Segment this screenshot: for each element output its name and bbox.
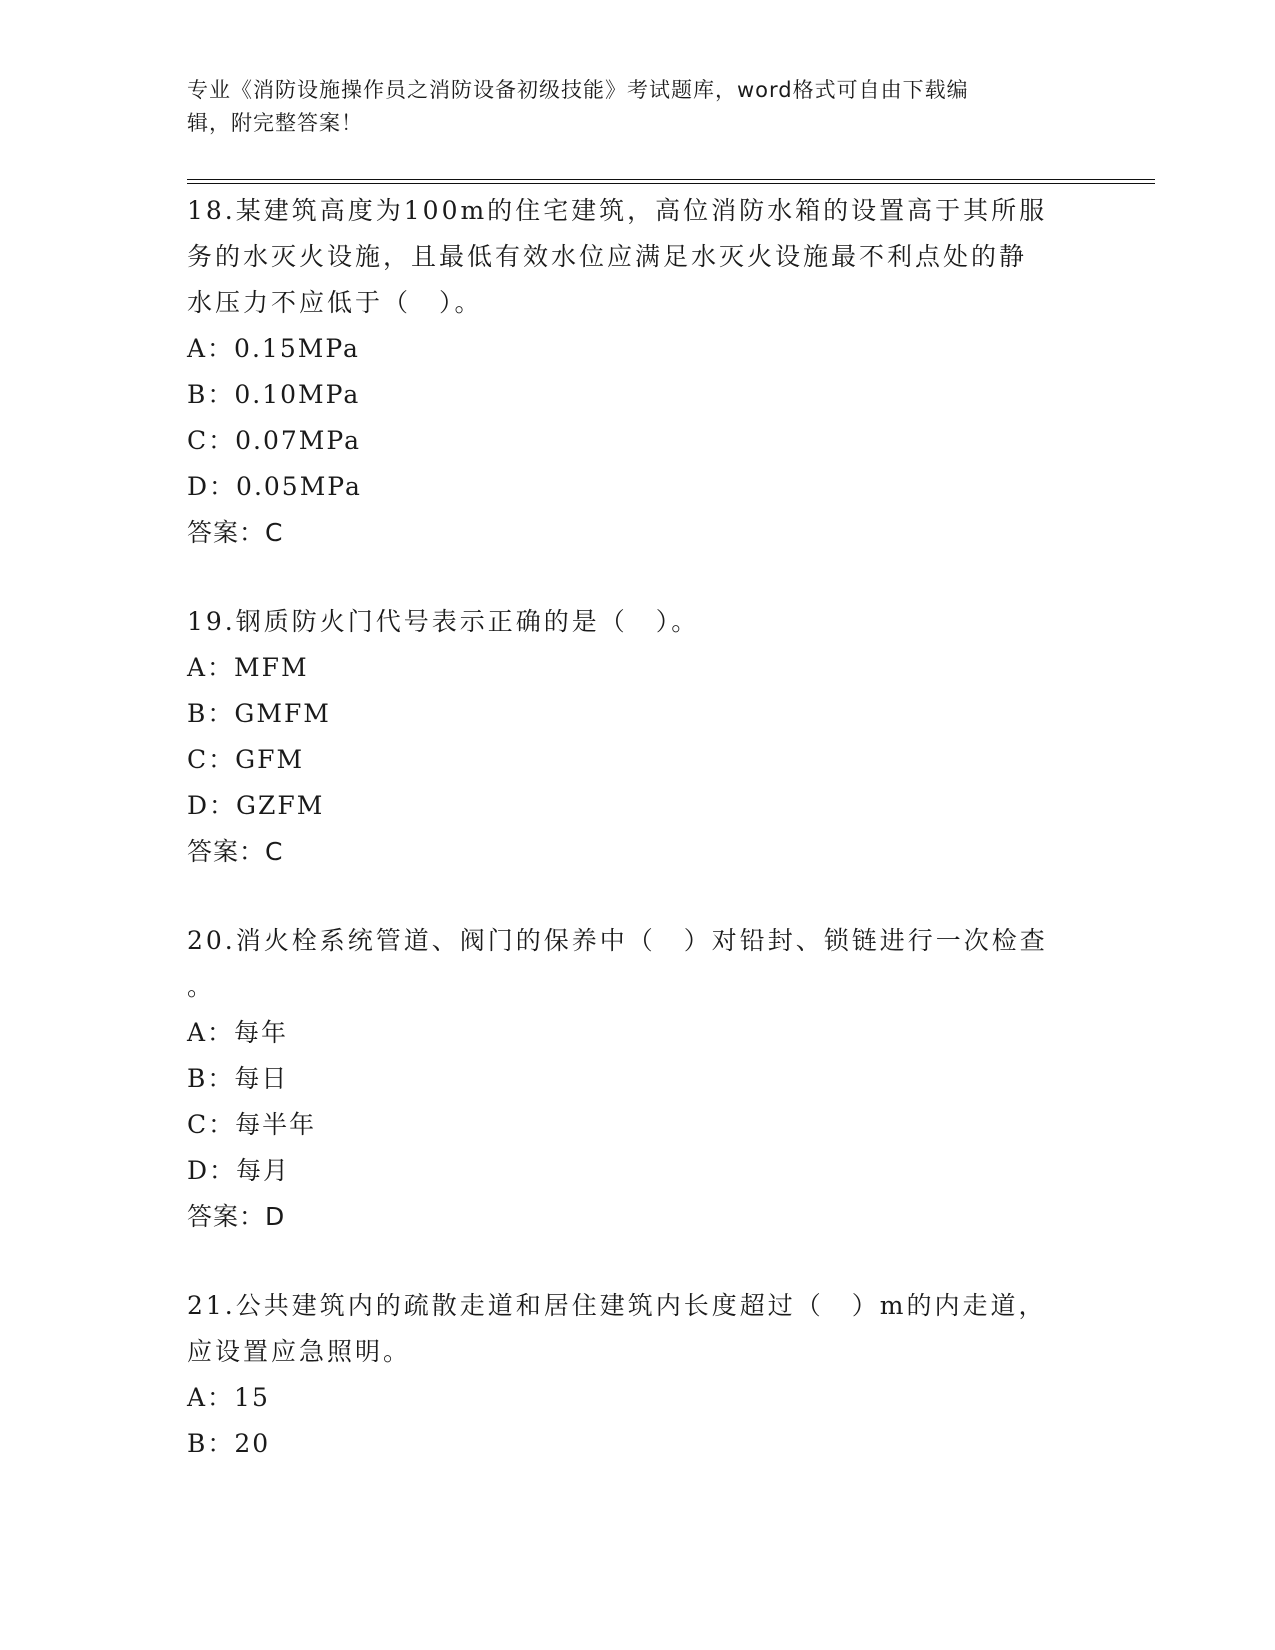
option-d: D：0.05MPa xyxy=(187,472,362,501)
option-a: A：0.15MPa xyxy=(187,334,360,363)
question-stem-line: 应设置应急照明。 xyxy=(187,1337,412,1366)
answer: 答案：C xyxy=(187,518,284,547)
question-stem-line: 21.公共建筑内的疏散走道和居住建筑内长度超过（ ）m的内走道， xyxy=(187,1291,1047,1320)
answer: 答案：C xyxy=(187,837,284,866)
option-a: A：每年 xyxy=(187,1018,289,1047)
question-stem-line: 水压力不应低于（ ）。 xyxy=(187,288,483,317)
header-line-1: 专业《消防设施操作员之消防设备初级技能》考试题库，word格式可自由下载编 xyxy=(187,78,969,102)
option-b: B：GMFM xyxy=(187,699,331,728)
document-header xyxy=(187,74,1067,140)
header-divider-top xyxy=(187,179,1155,180)
question-20 xyxy=(187,918,1067,1240)
question-19 xyxy=(187,599,1067,875)
option-a: A：15 xyxy=(187,1383,270,1412)
question-21 xyxy=(187,1283,1067,1467)
question-stem-line: 。 xyxy=(187,972,216,1001)
question-stem-line: 18.某建筑高度为100m的住宅建筑，高位消防水箱的设置高于其所服 xyxy=(187,196,1048,225)
option-c: C：GFM xyxy=(187,745,305,774)
question-18 xyxy=(187,188,1067,556)
question-stem-line: 务的水灭火设施，且最低有效水位应满足水灭火设施最不利点处的静 xyxy=(187,242,1028,271)
option-a: A：MFM xyxy=(187,653,309,682)
option-b: B：20 xyxy=(187,1429,271,1458)
option-d: D：每月 xyxy=(187,1156,291,1185)
option-c: C：每半年 xyxy=(187,1110,317,1139)
question-stem-line: 19.钢质防火门代号表示正确的是（ ）。 xyxy=(187,607,700,636)
header-line-2: 辑，附完整答案！ xyxy=(187,111,363,135)
option-c: C：0.07MPa xyxy=(187,426,361,455)
answer: 答案：D xyxy=(187,1202,286,1231)
header-divider-bottom xyxy=(187,183,1155,184)
option-d: D：GZFM xyxy=(187,791,325,820)
option-b: B：0.10MPa xyxy=(187,380,361,409)
option-b: B：每日 xyxy=(187,1064,289,1093)
question-stem-line: 20.消火栓系统管道、阀门的保养中（ ）对铅封、锁链进行一次检查 xyxy=(187,926,1048,955)
